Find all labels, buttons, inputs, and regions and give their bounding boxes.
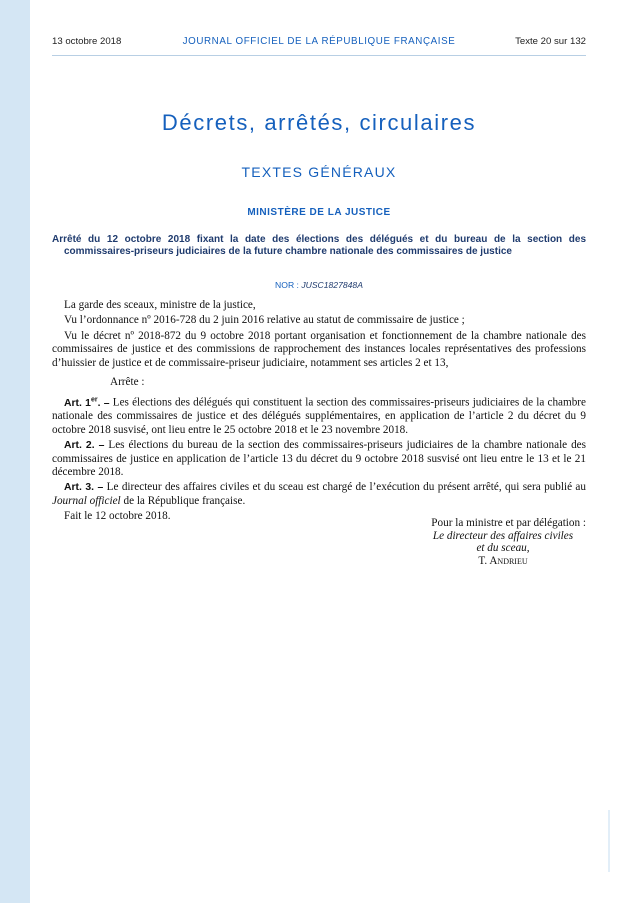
publication-date: 13 octobre 2018 [52, 36, 122, 47]
signatory-name: T. Andrieu [478, 554, 528, 567]
nor-code: JUSC1827848A [301, 280, 363, 290]
signature-block [380, 517, 586, 567]
article-2-label: Art. 2. – [64, 440, 105, 452]
signatory-title-1: Le directeur des affaires civiles [432, 529, 574, 542]
text-number: Texte 20 sur 132 [515, 36, 586, 47]
article-3-text-before: Le directeur des affaires civiles et du sceau est chargé de l’exécution du présent arrêté, qui sera publié au [106, 481, 586, 494]
left-margin-band [0, 0, 30, 903]
article-3 [52, 481, 586, 508]
journal-title: JOURNAL OFFICIEL DE LA RÉPUBLIQUE FRANÇAISE [182, 36, 456, 47]
article-2 [52, 439, 586, 479]
preamble-decret: Vu le décret nº 2018-872 du 9 octobre 2018 portant organisation et fonctionnement de la chambre nationale des commissaires de justice et des commissions de rapprochement des instances locales représentatives des professions d’huissier de justice et de commissaire-priseur judiciaire, notamment ses articles 2 et 13, [52, 329, 586, 369]
section-title: Décrets, arrêtés, circulaires [161, 110, 477, 135]
signatory-title-2: et du sceau, [476, 542, 530, 555]
article-1 [52, 393, 586, 437]
arrete-line: Arrête : [110, 376, 145, 389]
header-divider [52, 55, 586, 56]
journal-officiel-italic: Journal officiel [52, 494, 121, 507]
subsection-title: TEXTES GÉNÉRAUX [241, 164, 397, 180]
ministry-name: MINISTÈRE DE LA JUSTICE [247, 207, 391, 218]
article-3-label: Art. 3. – [64, 482, 104, 494]
decree-title: Arrêté du 12 octobre 2018 fixant la date des élections des délégués et du bureau de la section des commissaires-priseurs judiciaires de la future chambre nationale des commissaires de justice [52, 234, 586, 258]
article-2-text: Les élections du bureau de la section des commissaires-priseurs judiciaires de la chambre nationale des commissaires de justice en application de l’article 13 du décret du 9 octobre 2018 susvisé ont lieu entre le 13 et le 21 décembre 2018. [52, 439, 586, 478]
nor-reference [52, 280, 586, 290]
right-margin-mark [608, 810, 610, 872]
article-1-text: Les élections des délégués qui constituent la section des commissaires-priseurs judiciaires de la chambre nationale des commissaires de justice et des délégués supplémentaires, en application de l’article 2 du décret du 9 octobre 2018 susvisé, ont lieu entre le 25 octobre 2018 et le 23 novembre 2018. [52, 396, 587, 436]
preamble-ordonnance: Vu l’ordonnance nº 2016-728 du 2 juin 2016 relative au statut de commissaire de justice ; [64, 314, 465, 327]
article-1-label: Art. 1er. – [64, 396, 110, 409]
nor-label: NOR : [275, 280, 299, 290]
decree-body [52, 299, 586, 526]
article-3-text-after: de la République française. [123, 494, 246, 507]
preamble-minister: La garde des sceaux, ministre de la justice, [64, 299, 256, 311]
page-header [52, 36, 586, 50]
signature-intro: Pour la ministre et par délégation : [431, 517, 586, 529]
done-at-line: Fait le 12 octobre 2018. [64, 510, 171, 523]
